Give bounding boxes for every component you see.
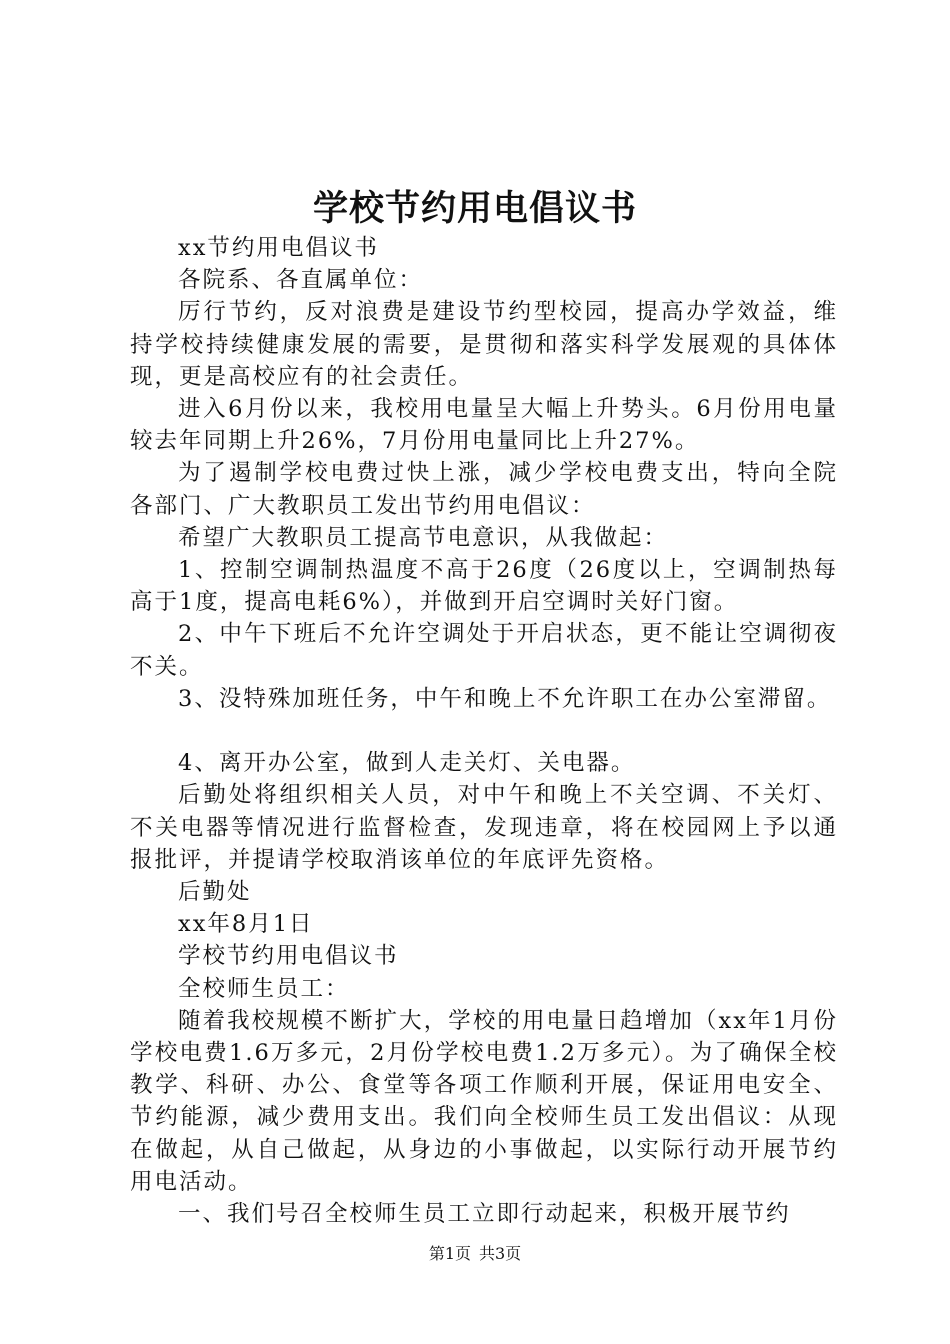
document-title: 学校节约用电倡议书	[312, 188, 637, 229]
paragraph: 3、没特殊加班任务，中午和晚上不允许职工在办公室滞留。	[178, 685, 832, 712]
paragraph: xx节约用电倡议书	[178, 235, 379, 261]
paragraph: 后勤处将组织相关人员，对中午和晚上不关空调、不关灯、不关电器等情况进行监督检查，发现违章，将在校园网上予以通报批评，并提请学校取消该单位的年底评先资格。	[130, 782, 838, 873]
paragraph: 进入6月份以来，我校用电量呈大幅上升势头。6月份用电量较去年同期上升26%，7月份用电量同比上升27%。	[130, 396, 838, 455]
salutation: 全校师生员工：	[178, 975, 350, 1002]
paragraph: 随着我校规模不断扩大，学校的用电量日趋增加（xx年1月份学校电费1.6万多元，2月份学校电费1.2万多元）。为了确保全校教学、科研、办公、食堂等各项工作顺利开展，保证用电安全、节约能源，减少费用支出。我们向全校师生员工发出倡议：从现在做起，从自己做起，从身边的小事做起，以实际行动开展节约用电活动。	[130, 1007, 838, 1195]
paragraph: 为了遏制学校电费过快上涨，减少学校电费支出，特向全院各部门、广大教职员工发出节约用电倡议：	[130, 460, 838, 519]
signature-dept: 后勤处	[178, 879, 252, 906]
paragraph: 1、控制空调制热温度不高于26度（26度以上，空调制热每高于1度，提高电耗6%），并做到开启空调时关好门窗。	[130, 557, 838, 616]
page-footer	[0, 1242, 950, 1266]
paragraph: 各院系、各直属单位：	[178, 267, 424, 294]
paragraph: 厉行节约，反对浪费是建设节约型校园，提高办学效益，维持学校持续健康发展的需要，是贯彻和落实科学发展观的具体体现，更是高校应有的社会责任。	[130, 299, 838, 390]
signature-date: xx年8月1日	[178, 911, 314, 938]
page-total: 共3页	[479, 1244, 522, 1263]
paragraph: 一、我们号召全校师生员工立即行动起来，积极开展节约	[178, 1201, 791, 1228]
section-title: 学校节约用电倡议书	[178, 943, 399, 970]
paragraph: 4、离开办公室，做到人走关灯、关电器。	[178, 750, 636, 777]
paragraph: 2、中午下班后不允许空调处于开启状态，更不能让空调彻夜不关。	[130, 621, 838, 680]
document-body	[130, 232, 838, 1230]
paragraph: 希望广大教职员工提高节电意识，从我做起：	[178, 524, 669, 551]
page-number: 第1页	[428, 1244, 471, 1263]
